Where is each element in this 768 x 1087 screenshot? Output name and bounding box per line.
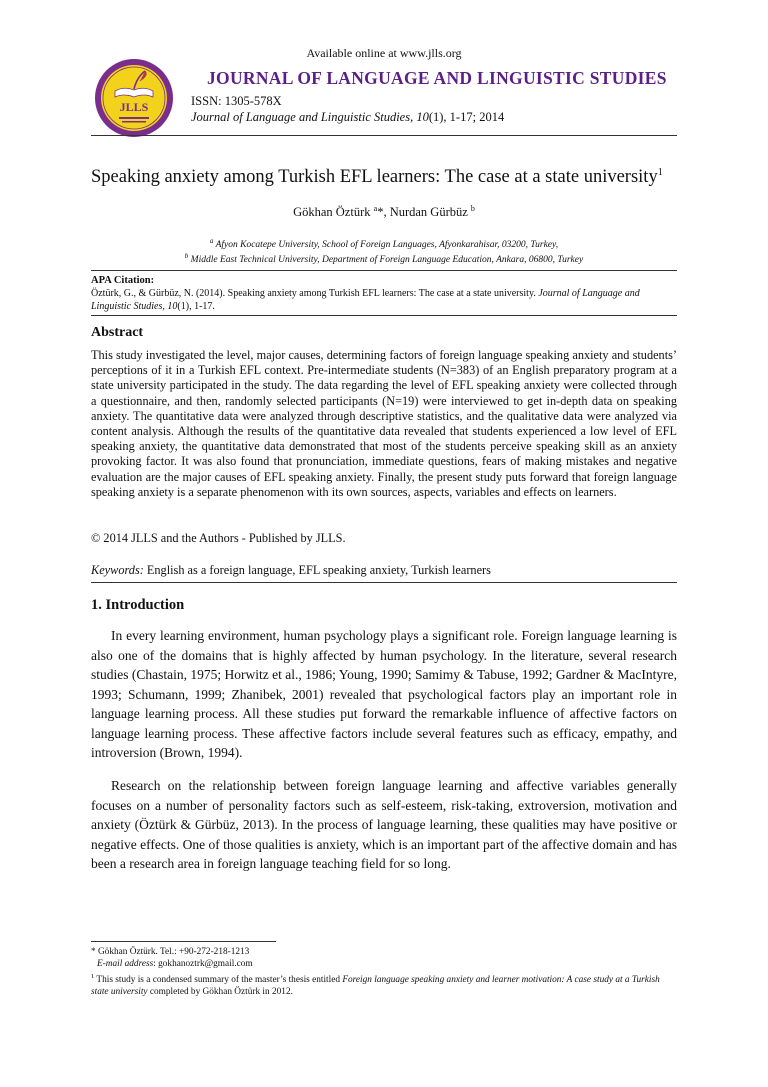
- introduction-paragraph-1: In every learning environment, human psychology plays a significant role. Foreign language learning is also one of the domains that is highly affected by human psychology. In the literature, several research studies (Chastain, 1975; Horwitz et al., 1986; Young, 1990; Samimy & Tabuse, 1992; Gardner & MacIntyre, 1993; Schumann, 1999; Zhanibek, 2001) revealed that psychological factors play an important role in language learning process. All these studies put forward the remarkable influence of affective factors on language learning process. These affective factors include several features such as efficacy, empathy, and introversion (Brown, 1994).: [91, 628, 677, 760]
- apa-citation-text: Öztürk, G., & Gürbüz, N. (2014). Speaking anxiety among Turkish EFL learners: The case at a state university. Journal of Language and Linguistic Studies, 10(1), 1-17.: [91, 288, 640, 312]
- authors: Gökhan Öztürk $^a$*, Nurdan Gürbüz $^b$: [293, 204, 475, 220]
- paper-title: Speaking anxiety among Turkish EFL learners: The case at a state university$^1$: [91, 167, 663, 188]
- footnote-email: E-mail address: gokhanoztrk@gmail.com: [97, 959, 253, 969]
- abstract-heading: Abstract: [91, 325, 144, 340]
- apa-citation-label: APA Citation:: [91, 275, 155, 286]
- apa-divider-bottom: [91, 315, 677, 316]
- jlls-logo-icon: [93, 57, 175, 139]
- copyright-notice: © 2014 JLLS and the Authors - Published by JLLS.: [91, 531, 346, 545]
- apa-divider-top: [91, 270, 677, 271]
- footnote-divider: [91, 941, 276, 942]
- affiliation-b: $^b$ Middle East Technical University, Department of Foreign Language Education, Ankara, 06800, Turkey: [184, 252, 584, 266]
- abstract-text: This study investigated the level, major causes, determining factors of foreign language speaking anxiety and students’ perceptions of it in a Turkish EFL context. Pre-intermediate students (N=383) of an English preparatory program at a state university participated in the study. The data regarding the level of EFL speaking anxiety were collected through a questionnaire, and then, randomly selected participants (N=19) were interviewed to get in-depth data on speaking anxiety. The quantitative data were analyzed through descriptive statistics, and the qualitative data were analyzed via content analysis. Although the results of the quantitative data revealed that students experienced a low level of EFL speaking anxiety, the quantitative data demonstrated that most of the students perceive speaking skill as an anxiety provoking factor. It was also found that pronunciation, immediate questions, fears of making mistakes and negative evaluation are the major causes of EFL speaking anxiety. Finally, the present study puts forward that foreign language speaking anxiety is a separate phenomenon with its own sources, aspects, variables and effects on learners.: [91, 348, 677, 499]
- keywords: Keywords: English as a foreign language, EFL speaking anxiety, Turkish learners: [91, 563, 491, 577]
- author-1: Gökhan Öztürk: [293, 205, 374, 220]
- email-link[interactable]: : gokhanoztrk@gmail.com: [153, 959, 253, 969]
- journal-name: JOURNAL OF LANGUAGE AND LINGUISTIC STUDIES: [207, 68, 667, 88]
- keywords-divider: [91, 582, 677, 583]
- journal-reference: Journal of Language and Linguistic Studies, 10(1), 1-17; 2014: [191, 110, 505, 124]
- issn: ISSN: 1305-578X: [191, 94, 282, 108]
- introduction-paragraph-2: Research on the relationship between foreign language learning and affective variables generally focuses on a number of personality factors such as self-esteem, risk-taking, extroversion, motivation and anxiety (Öztürk & Gürbüz, 2013). In the process of language learning, these qualities may have positive or negative effects. One of those qualities is anxiety, which is an important part of the affective domain and has been a research area in foreign language teaching field for so long.: [91, 778, 677, 871]
- footnote-contact: * Gökhan Öztürk. Tel.: +90-272-218-1213: [91, 947, 250, 957]
- logo-text: JLLS: [119, 100, 149, 114]
- header-divider: [91, 135, 677, 136]
- available-online-link[interactable]: Available online at www.jlls.org: [306, 46, 462, 60]
- author-2: Nurdan Gürbüz: [389, 205, 471, 220]
- introduction-heading: 1. Introduction: [91, 597, 185, 613]
- footnote-1: $^1$ This study is a condensed summary of the master’s thesis entitled Foreign language speaking anxiety and learner motivation: A case study at a Turkish state university completed by Gökhan Öztürk in 2012.: [91, 973, 660, 998]
- affiliation-a: $^a$ Afyon Kocatepe University, School of Foreign Languages, Afyonkarahisar, 03200, Turkey,: [209, 237, 559, 251]
